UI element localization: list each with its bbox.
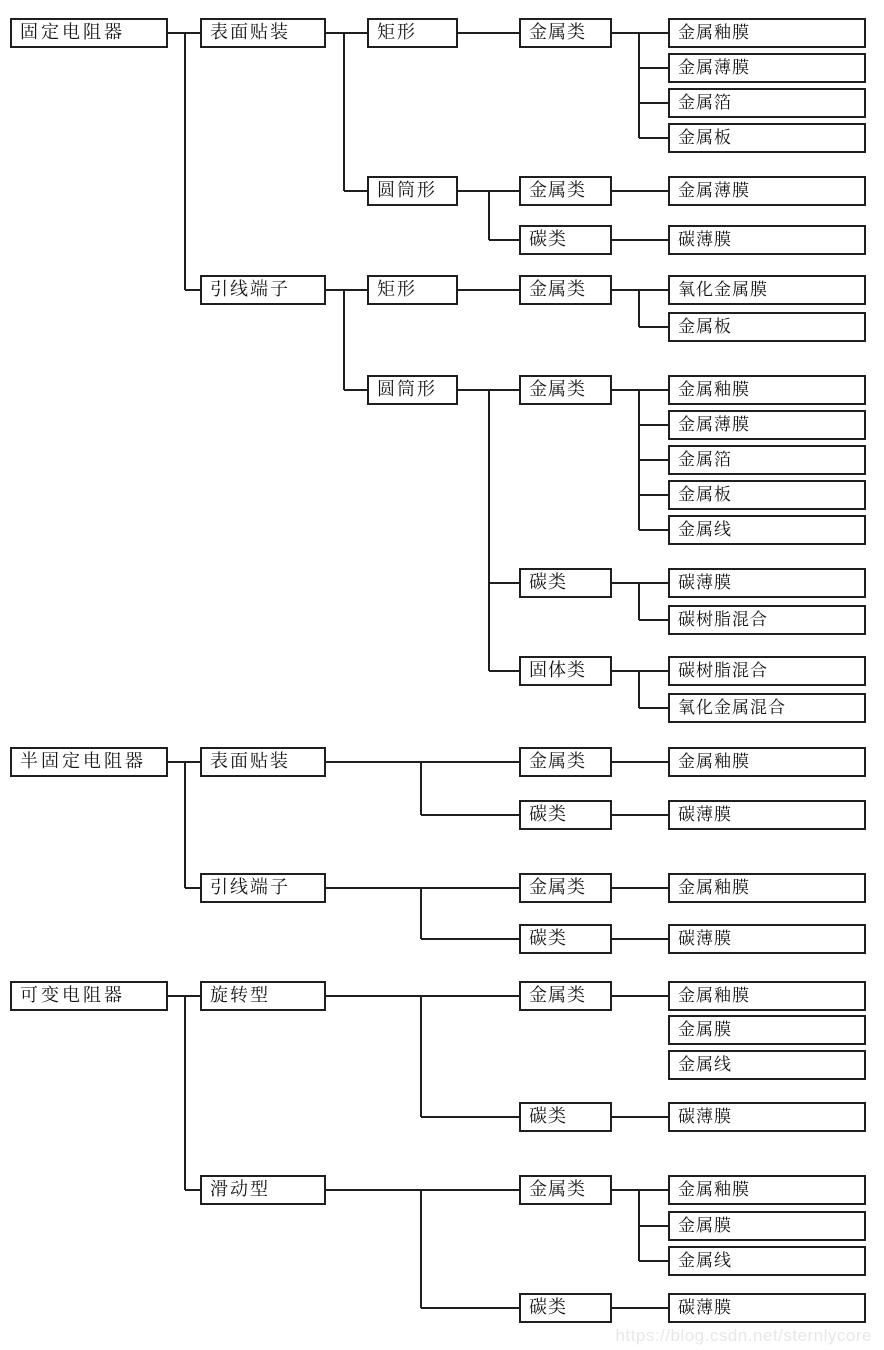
leaf-node: 金属线 bbox=[668, 1050, 866, 1080]
tree-node: 碳类 bbox=[519, 568, 612, 598]
root-node-variable-resistor: 可变电阻器 bbox=[10, 981, 168, 1011]
tree-node: 矩形 bbox=[367, 275, 458, 305]
leaf-node: 金属薄膜 bbox=[668, 53, 866, 83]
tree-node: 滑动型 bbox=[200, 1175, 326, 1205]
root-node-semifixed-resistor: 半固定电阻器 bbox=[10, 747, 168, 777]
tree-node: 金属类 bbox=[519, 176, 612, 206]
tree-node: 圆筒形 bbox=[367, 176, 458, 206]
leaf-node: 碳薄膜 bbox=[668, 225, 866, 255]
leaf-node: 金属线 bbox=[668, 1246, 866, 1276]
leaf-node: 碳薄膜 bbox=[668, 924, 866, 954]
tree-node: 固体类 bbox=[519, 656, 612, 686]
leaf-node: 金属釉膜 bbox=[668, 873, 866, 903]
leaf-node: 金属釉膜 bbox=[668, 375, 866, 405]
leaf-node: 碳薄膜 bbox=[668, 1293, 866, 1323]
root-node-fixed-resistor: 固定电阻器 bbox=[10, 18, 168, 48]
leaf-node: 氧化金属膜 bbox=[668, 275, 866, 305]
tree-node: 碳类 bbox=[519, 1102, 612, 1132]
leaf-node: 碳树脂混合 bbox=[668, 656, 866, 686]
tree-node: 金属类 bbox=[519, 873, 612, 903]
leaf-node: 金属釉膜 bbox=[668, 1175, 866, 1205]
leaf-node: 碳薄膜 bbox=[668, 568, 866, 598]
leaf-node: 金属板 bbox=[668, 480, 866, 510]
leaf-node: 碳薄膜 bbox=[668, 1102, 866, 1132]
connector-section-fixed bbox=[168, 33, 668, 708]
leaf-node: 金属板 bbox=[668, 312, 866, 342]
leaf-node: 金属薄膜 bbox=[668, 176, 866, 206]
tree-node: 碳类 bbox=[519, 800, 612, 830]
leaf-node: 金属箔 bbox=[668, 88, 866, 118]
tree-node: 碳类 bbox=[519, 1293, 612, 1323]
tree-node: 金属类 bbox=[519, 375, 612, 405]
leaf-node: 金属板 bbox=[668, 123, 866, 153]
tree-node: 引线端子 bbox=[200, 275, 326, 305]
tree-node: 碳类 bbox=[519, 924, 612, 954]
leaf-node: 金属薄膜 bbox=[668, 410, 866, 440]
tree-node: 金属类 bbox=[519, 981, 612, 1011]
leaf-node: 金属釉膜 bbox=[668, 747, 866, 777]
tree-node: 金属类 bbox=[519, 747, 612, 777]
tree-node: 表面贴装 bbox=[200, 18, 326, 48]
leaf-node: 金属线 bbox=[668, 515, 866, 545]
leaf-node: 氧化金属混合 bbox=[668, 693, 866, 723]
leaf-node: 金属釉膜 bbox=[668, 18, 866, 48]
tree-node: 碳类 bbox=[519, 225, 612, 255]
tree-node: 金属类 bbox=[519, 275, 612, 305]
leaf-node: 金属膜 bbox=[668, 1211, 866, 1241]
tree-node: 矩形 bbox=[367, 18, 458, 48]
tree-node: 表面贴装 bbox=[200, 747, 326, 777]
tree-node: 引线端子 bbox=[200, 873, 326, 903]
connector-section-semifixed bbox=[168, 762, 668, 939]
leaf-node: 金属膜 bbox=[668, 1015, 866, 1045]
leaf-node: 金属釉膜 bbox=[668, 981, 866, 1011]
tree-node: 金属类 bbox=[519, 18, 612, 48]
leaf-node: 金属箔 bbox=[668, 445, 866, 475]
leaf-node: 碳薄膜 bbox=[668, 800, 866, 830]
leaf-node: 碳树脂混合 bbox=[668, 605, 866, 635]
tree-node: 旋转型 bbox=[200, 981, 326, 1011]
connector-section-variable bbox=[168, 996, 668, 1308]
tree-node: 圆筒形 bbox=[367, 375, 458, 405]
tree-node: 金属类 bbox=[519, 1175, 612, 1205]
watermark: https://blog.csdn.net/sternlycore bbox=[615, 1326, 872, 1345]
